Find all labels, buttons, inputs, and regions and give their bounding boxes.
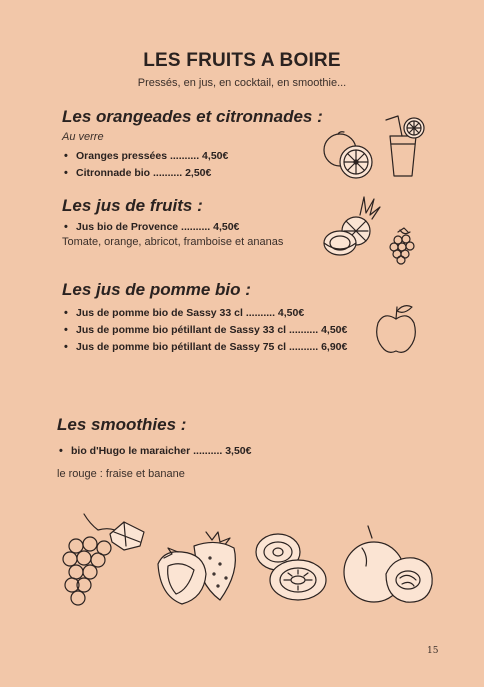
strawberry-icon xyxy=(154,528,242,608)
section-title-jus-de-fruits: Les jus de fruits : xyxy=(62,196,203,215)
page-number: 15 xyxy=(427,646,439,656)
list-item: • Jus de pomme bio pétillant de Sassy 33 cl .......... 4,50€ xyxy=(62,322,347,339)
item-list-smoothies xyxy=(57,443,251,460)
apple-icon xyxy=(372,303,422,357)
grapes-icon xyxy=(54,512,154,612)
section-note-jus-de-fruits: Tomate, orange, abricot, framboise et ananas xyxy=(62,236,284,248)
page-subtitle: Pressés, en jus, en cocktail, en smoothie... xyxy=(137,77,347,89)
item-list-orangeades xyxy=(62,148,228,182)
page-title: LES FRUITS A BOIRE xyxy=(143,50,341,71)
list-item: • Jus bio de Provence .......... 4,50€ xyxy=(62,219,239,236)
list-item: • bio d'Hugo le maraicher .......... 3,50€ xyxy=(57,443,251,460)
list-item: • Jus de pomme bio pétillant de Sassy 75 cl .......... 6,90€ xyxy=(62,339,347,356)
item-list-jus-de-pomme xyxy=(62,305,347,356)
pineapple-icon xyxy=(320,193,382,259)
list-item: • Citronnade bio .......... 2,50€ xyxy=(62,165,228,182)
list-item: • Jus de pomme bio de Sassy 33 cl .......... 4,50€ xyxy=(62,305,347,322)
section-note-smoothies: le rouge : fraise et banane xyxy=(57,468,185,480)
item-list-jus-de-fruits xyxy=(62,219,239,236)
section-title-jus-de-pomme: Les jus de pomme bio : xyxy=(62,280,251,299)
juice-glass-icon xyxy=(376,114,426,180)
section-title-orangeades: Les orangeades et citronnades : xyxy=(62,107,323,126)
peach-icon xyxy=(342,522,438,608)
raspberry-icon xyxy=(386,226,420,266)
list-item: • Oranges pressées .......... 4,50€ xyxy=(62,148,228,165)
section-note-orangeades: Au verre xyxy=(62,131,104,143)
orange-icon xyxy=(320,130,378,182)
section-title-smoothies: Les smoothies : xyxy=(57,415,187,434)
kiwi-icon xyxy=(250,528,330,606)
